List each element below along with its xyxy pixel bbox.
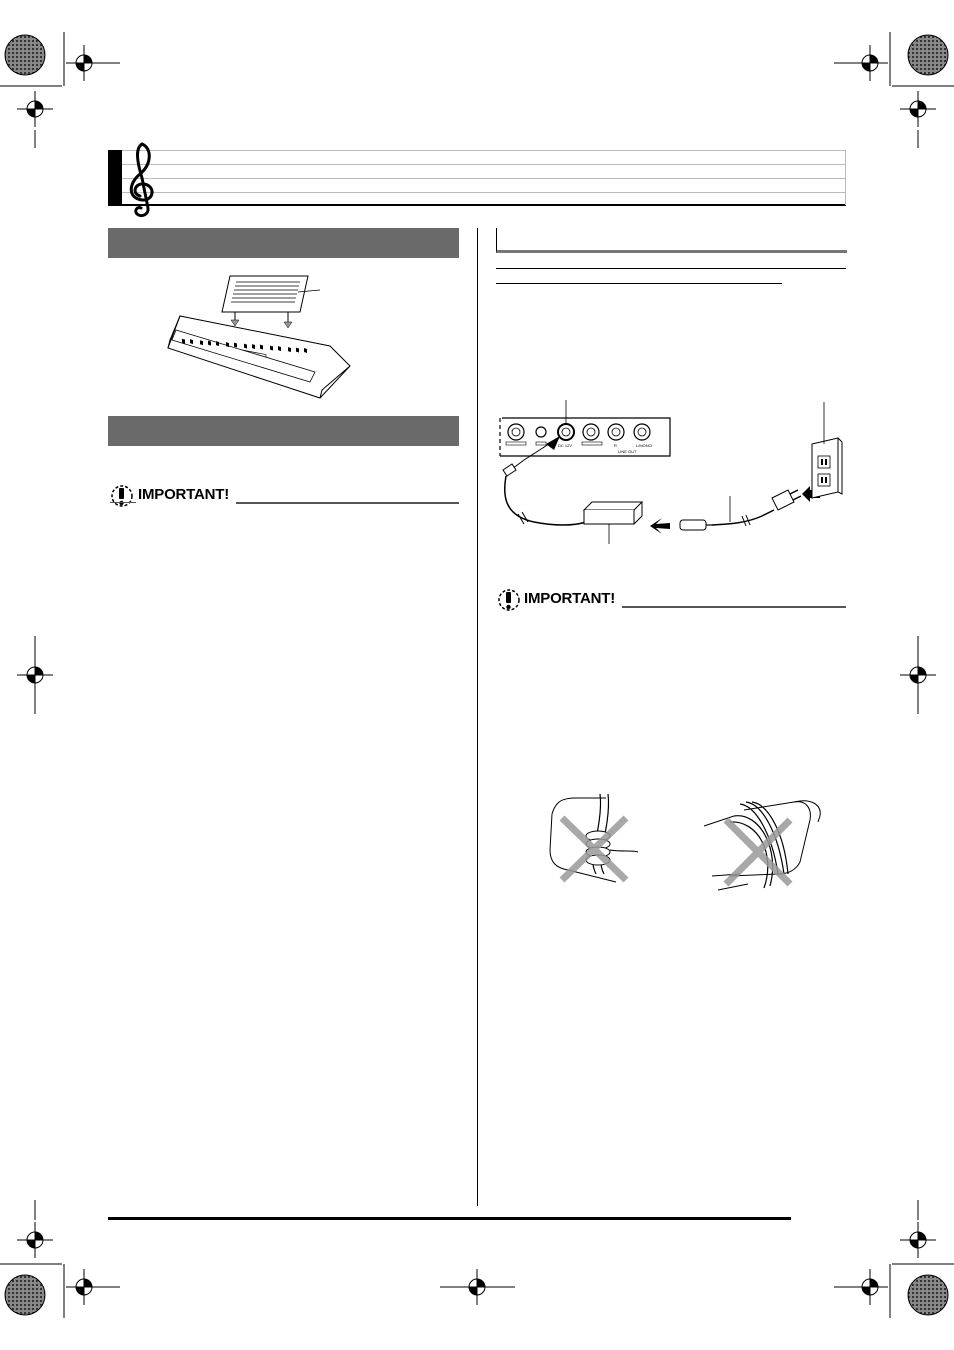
section-bar-power	[108, 416, 459, 446]
important-icon	[497, 588, 521, 612]
jack-label-dc: DC 12V	[558, 443, 573, 448]
music-stand-illustration	[160, 268, 370, 408]
important-label-right: IMPORTANT!	[524, 590, 616, 607]
section-heading-box	[496, 228, 847, 253]
subheading-rule-1	[496, 268, 846, 269]
mic-in-jack	[583, 424, 599, 440]
cord-wrapped-plug-illustration	[546, 790, 646, 890]
header-tab-block	[108, 150, 122, 206]
dc-in-jack	[558, 424, 574, 440]
important-rule-left-start	[110, 502, 136, 503]
column-divider	[477, 228, 478, 1206]
line-out-l-jack	[634, 424, 650, 440]
header-staff-end	[845, 150, 846, 205]
subheading-rule-2	[496, 283, 782, 284]
sustain-jack	[508, 424, 524, 440]
assignable-jack	[536, 427, 546, 437]
color-target	[5, 1275, 45, 1315]
cord-wrapped-adaptor-illustration	[700, 790, 830, 900]
color-target	[5, 35, 45, 75]
important-label-left: IMPORTANT!	[138, 486, 230, 503]
line-out-r-jack	[608, 424, 624, 440]
jack-label-l: L/MONO	[636, 443, 652, 448]
jack-label-r: R	[614, 443, 617, 448]
footer-rule	[108, 1217, 791, 1220]
line-out-label: LINE OUT	[618, 449, 637, 454]
treble-clef-icon	[122, 138, 162, 218]
color-target	[908, 1275, 948, 1315]
color-target	[908, 35, 948, 75]
header-rule	[108, 204, 846, 206]
section-bar-music-stand	[108, 228, 459, 258]
important-rule-right	[622, 606, 846, 608]
important-icon	[110, 484, 134, 508]
important-rule-left	[236, 502, 459, 504]
ac-adaptor-diagram	[494, 398, 854, 548]
